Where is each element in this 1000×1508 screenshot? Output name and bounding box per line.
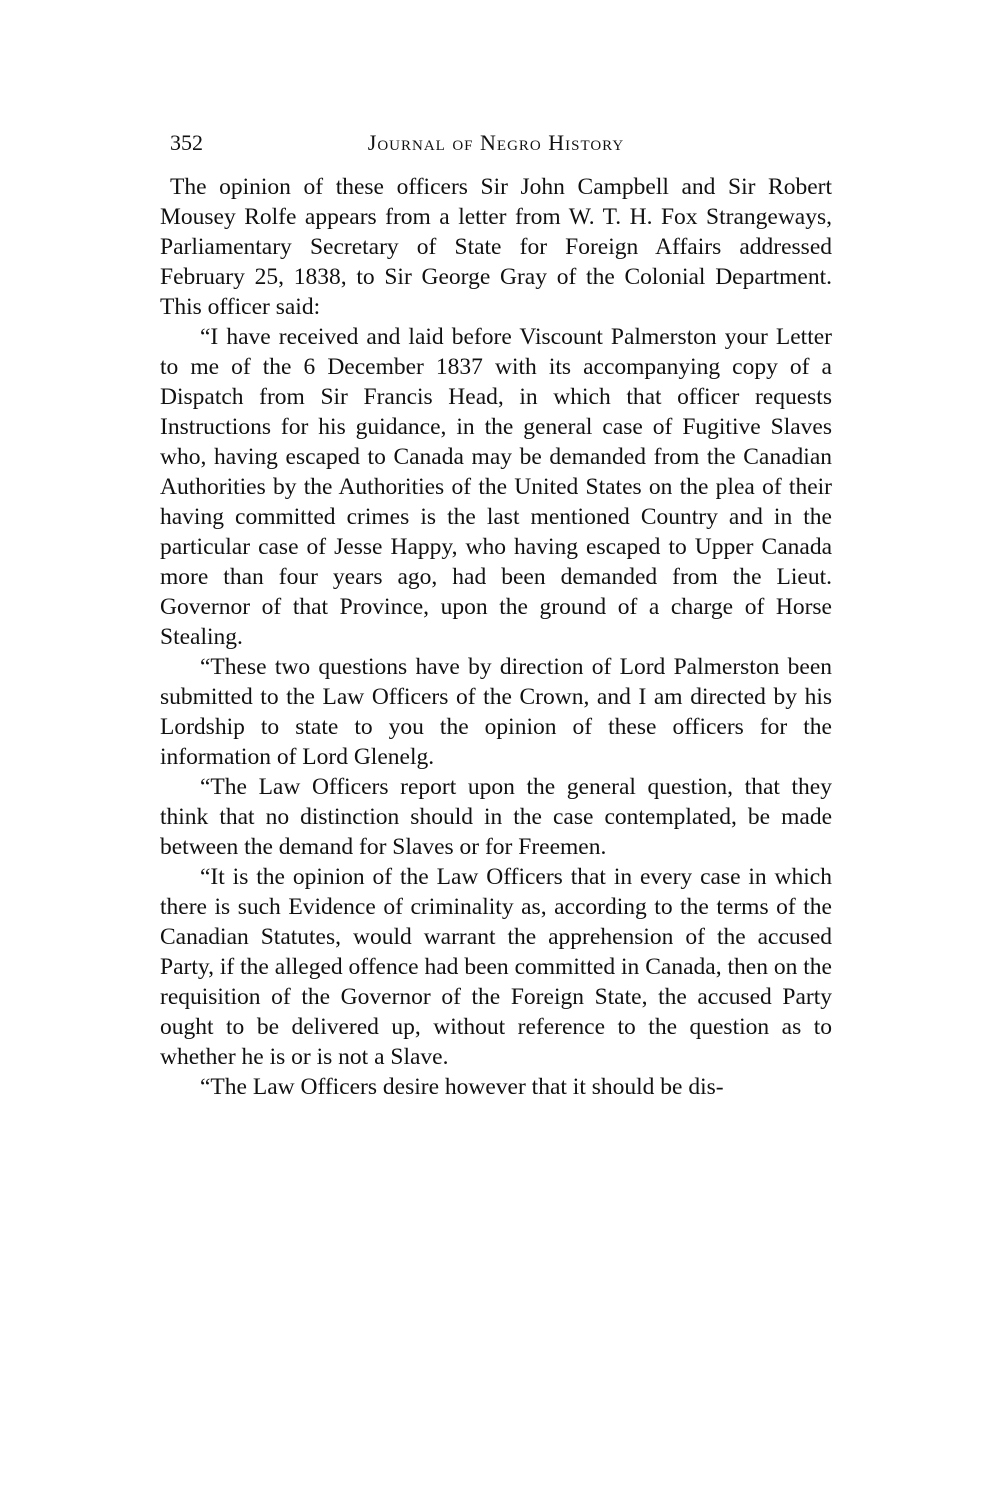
paragraph: The opinion of these officers Sir John Campbell and Sir Robert Mousey Rolfe appears from a letter from W. T. H. Fox Strangeways, Parliamentary Secretary of State for Foreign Affairs addressed February 25, 1838, to Sir George Gray of the Colonial Department. This officer said: bbox=[160, 174, 832, 320]
paragraph: “The Law Officers desire however that it should be dis- bbox=[200, 1074, 724, 1100]
page-number: 352 bbox=[170, 130, 203, 155]
paragraph: “The Law Officers report upon the general question, that they think that no distinction should in the case contemplated, be made between the demand for Slaves or for Freemen. bbox=[160, 774, 832, 860]
journal-title: Journal of Negro History bbox=[367, 130, 625, 155]
body-text bbox=[160, 172, 832, 1102]
paragraph: “I have received and laid before Viscount Palmerston your Letter to me of the 6 December 1837 with its accompanying copy of a Dispatch from Sir Francis Head, in which that officer requests Instructions for his guidance, in the general case of Fugitive Slaves who, having escaped to Canada may be demanded from the Canadian Authorities by the Authorities of the United States on the plea of their having committed crimes is the last mentioned Country and in the particular case of Jesse Happy, who having escaped to Upper Canada more than four years ago, had been demanded from the Lieut. Governor of that Province, upon the ground of a charge of Horse Stealing. bbox=[160, 324, 832, 650]
document-page bbox=[160, 124, 832, 1102]
running-header bbox=[160, 124, 832, 158]
paragraph: “These two questions have by direction of Lord Palmerston been submitted to the Law Officers of the Crown, and I am directed by his Lordship to state to you the opinion of these officers for the information of Lord Glenelg. bbox=[160, 654, 832, 770]
paragraph: “It is the opinion of the Law Officers that in every case in which there is such Evidence of criminality as, according to the terms of the Canadian Statutes, would warrant the apprehension of the accused Party, if the alleged offence had been committed in Canada, then on the requisition of the Governor of the Foreign State, the accused Party ought to be delivered up, without reference to the question as to whether he is or is not a Slave. bbox=[160, 864, 832, 1070]
